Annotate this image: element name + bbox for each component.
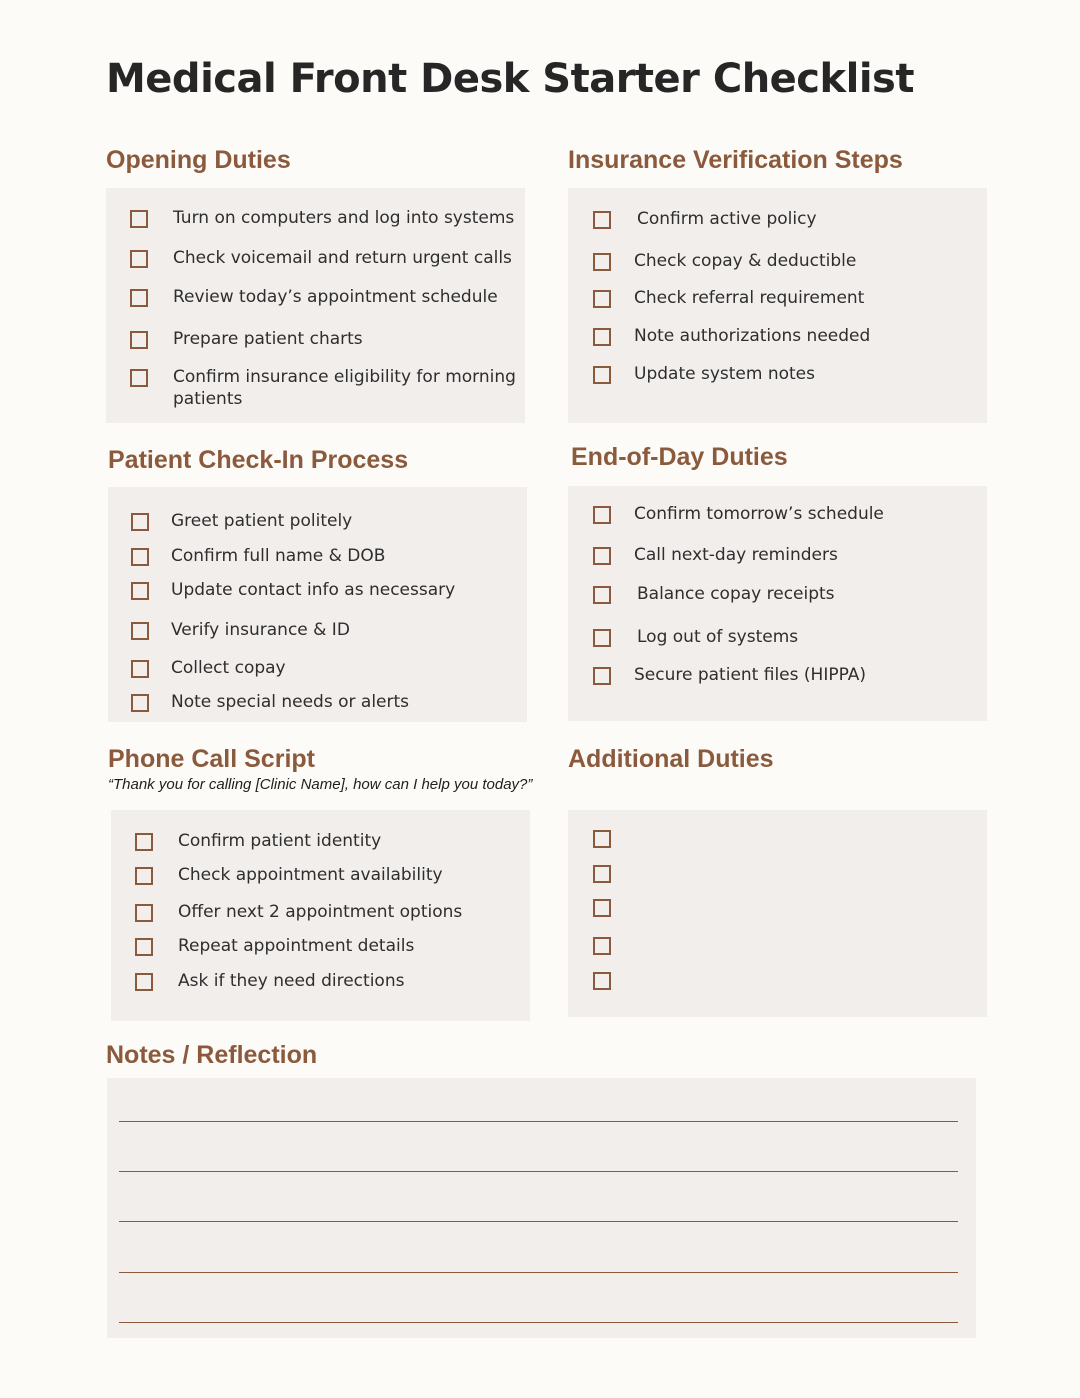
note-line xyxy=(119,1121,958,1122)
checkbox[interactable] xyxy=(130,289,148,307)
checklist-item xyxy=(111,830,530,852)
phone-greeting-script: “Thank you for calling [Clinic Name], how can I help you today?” xyxy=(108,776,533,793)
item-label: Confirm full name & DOB xyxy=(171,546,386,566)
checklist-item xyxy=(568,363,987,385)
item-label: Check voicemail and return urgent calls xyxy=(173,248,512,268)
checklist-item xyxy=(568,969,987,990)
checkbox[interactable] xyxy=(593,830,611,848)
item-label: Offer next 2 appointment options xyxy=(178,902,463,922)
item-label: Log out of systems xyxy=(637,627,799,647)
checkbox[interactable] xyxy=(131,548,149,566)
item-label: Check appointment availability xyxy=(178,865,443,885)
checklist-item xyxy=(568,503,987,525)
checkbox[interactable] xyxy=(593,211,611,229)
checklist-item xyxy=(106,366,525,410)
checklist-item xyxy=(106,207,525,229)
item-label: Update contact info as necessary xyxy=(171,580,456,600)
page-title: Medical Front Desk Starter Checklist xyxy=(106,56,914,102)
checkbox[interactable] xyxy=(593,328,611,346)
checkbox[interactable] xyxy=(593,547,611,565)
checklist-item xyxy=(568,208,987,230)
checklist-item xyxy=(568,934,987,955)
item-label: Check referral requirement xyxy=(634,288,865,308)
checklist-item xyxy=(568,827,987,848)
item-label: Confirm active policy xyxy=(637,209,817,229)
item-label: Review today’s appointment schedule xyxy=(173,287,498,307)
item-label: Update system notes xyxy=(634,364,815,384)
checklist-item xyxy=(108,619,527,641)
checklist-item xyxy=(568,544,987,566)
phone-call-script-heading: Phone Call Script xyxy=(108,745,315,773)
item-label: Confirm insurance eligibility for morning patients xyxy=(173,367,516,409)
notes-panel[interactable] xyxy=(107,1078,976,1338)
checklist-item xyxy=(106,328,525,350)
checklist-item xyxy=(568,325,987,347)
checklist-item xyxy=(106,247,525,269)
item-label: Prepare patient charts xyxy=(173,329,363,349)
item-label: Turn on computers and log into systems xyxy=(173,208,515,228)
item-label: Confirm tomorrow’s schedule xyxy=(634,504,884,524)
checklist-item xyxy=(111,901,530,923)
checkbox[interactable] xyxy=(130,369,148,387)
checkbox[interactable] xyxy=(593,366,611,384)
patient-check-in-panel xyxy=(108,487,527,722)
item-label: Collect copay xyxy=(171,658,286,678)
checklist-item xyxy=(568,626,987,648)
note-line xyxy=(119,1171,958,1172)
checklist-item xyxy=(108,510,527,532)
checklist-item xyxy=(108,657,527,679)
item-label: Call next-day reminders xyxy=(634,545,838,565)
checkbox[interactable] xyxy=(593,899,611,917)
checkbox[interactable] xyxy=(131,694,149,712)
checkbox[interactable] xyxy=(131,660,149,678)
end-of-day-heading: End-of-Day Duties xyxy=(571,443,788,471)
checkbox[interactable] xyxy=(135,938,153,956)
checklist-item xyxy=(111,864,530,886)
note-line xyxy=(119,1221,958,1222)
notes-reflection-heading: Notes / Reflection xyxy=(106,1041,318,1069)
checkbox[interactable] xyxy=(131,513,149,531)
phone-call-script-panel xyxy=(111,810,530,1021)
additional-duties-panel xyxy=(568,810,987,1017)
item-label: Check copay & deductible xyxy=(634,251,857,271)
item-label: Confirm patient identity xyxy=(178,831,382,851)
item-label: Greet patient politely xyxy=(171,511,353,531)
checklist-item xyxy=(108,545,527,567)
checklist-item xyxy=(568,250,987,272)
item-label: Note special needs or alerts xyxy=(171,692,410,712)
checkbox[interactable] xyxy=(135,833,153,851)
checkbox[interactable] xyxy=(593,667,611,685)
patient-check-in-heading: Patient Check-In Process xyxy=(108,446,409,474)
item-label: Verify insurance & ID xyxy=(171,620,350,640)
checklist-item xyxy=(568,862,987,883)
checkbox[interactable] xyxy=(135,973,153,991)
checkbox[interactable] xyxy=(130,250,148,268)
checkbox[interactable] xyxy=(130,210,148,228)
checklist-item xyxy=(568,664,987,686)
checklist-item xyxy=(108,579,527,601)
checkbox[interactable] xyxy=(593,629,611,647)
checkbox[interactable] xyxy=(593,506,611,524)
checkbox[interactable] xyxy=(135,867,153,885)
checkbox[interactable] xyxy=(131,622,149,640)
checklist-item xyxy=(568,287,987,309)
end-of-day-panel xyxy=(568,486,987,721)
note-line xyxy=(119,1322,958,1323)
opening-duties-panel xyxy=(106,188,525,423)
checkbox[interactable] xyxy=(593,865,611,883)
checklist-item xyxy=(111,935,530,957)
checkbox[interactable] xyxy=(593,253,611,271)
checkbox[interactable] xyxy=(593,290,611,308)
checkbox[interactable] xyxy=(593,586,611,604)
item-label: Secure patient files (HIPPA) xyxy=(634,665,867,685)
checklist-item xyxy=(568,583,987,605)
note-line xyxy=(119,1272,958,1273)
opening-duties-heading: Opening Duties xyxy=(106,146,291,174)
item-label: Repeat appointment details xyxy=(178,936,415,956)
checkbox[interactable] xyxy=(593,972,611,990)
additional-duties-heading: Additional Duties xyxy=(568,745,774,773)
checklist-item xyxy=(106,286,525,308)
item-label: Ask if they need directions xyxy=(178,971,405,991)
insurance-verification-heading: Insurance Verification Steps xyxy=(568,146,903,174)
checkbox[interactable] xyxy=(130,331,148,349)
checkbox[interactable] xyxy=(593,937,611,955)
item-label: Balance copay receipts xyxy=(637,584,835,604)
item-label: Note authorizations needed xyxy=(634,326,871,346)
checklist-item xyxy=(111,970,530,992)
checkbox[interactable] xyxy=(135,904,153,922)
checklist-item xyxy=(568,896,987,917)
checkbox[interactable] xyxy=(131,582,149,600)
insurance-verification-panel xyxy=(568,188,987,423)
checklist-item xyxy=(108,691,527,713)
